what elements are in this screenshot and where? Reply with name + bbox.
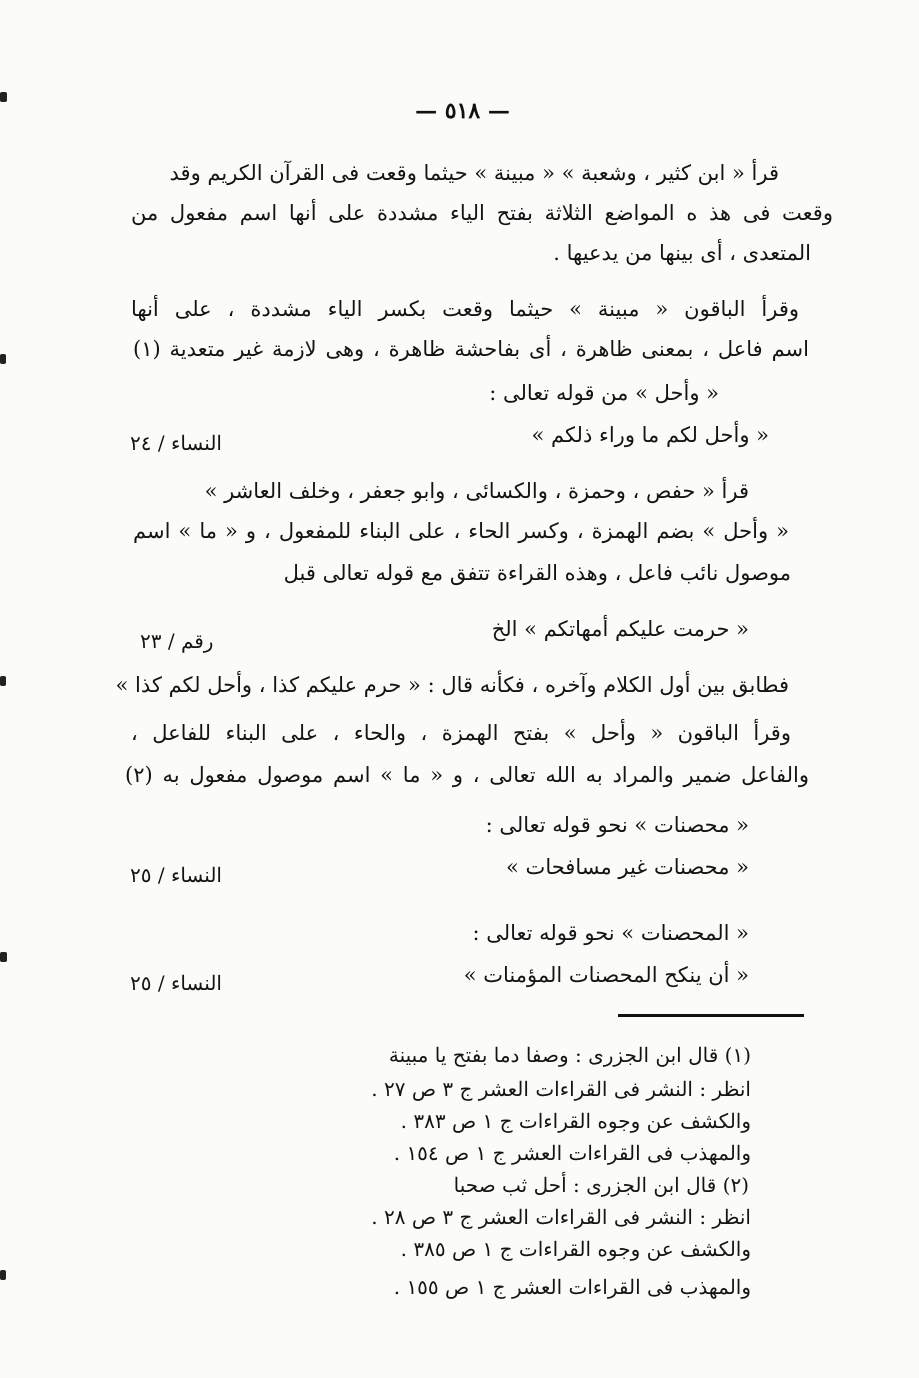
scan-mark xyxy=(0,676,6,686)
page-number: — ٥١٨ — xyxy=(415,98,510,124)
scan-mark xyxy=(0,92,7,102)
footnote-line: والكشف عن وجوه القراءات ج ١ ص ٣٨٣ . xyxy=(400,1109,751,1133)
text-line: قرأ « حفص ، وحمزة ، والكسائى ، وابو جعفر ، وخلف العاشر » xyxy=(204,479,749,503)
text-line: وقرأ الباقون « مبينة » حيثما وقعت بكسر الياء مشددة ، على أنها xyxy=(131,297,799,321)
text-line: « وأحل » بضم الهمزة ، وكسر الحاء ، على البناء للمفعول ، و « ما » اسم xyxy=(133,519,789,543)
text-line: « المحصنات » نحو قوله تعالى : xyxy=(472,921,749,945)
quran-quote: « محصنات غير مسافحات » xyxy=(506,855,749,879)
verse-reference: النساء / ٢٥ xyxy=(130,863,222,887)
footnote-line: انظر : النشر فى القراءات العشر ج ٣ ص ٢٨ . xyxy=(371,1205,751,1229)
footnote-line: والمهذب فى القراءات العشر ج ١ ص ١٥٥ . xyxy=(393,1275,751,1299)
footnote-line: والمهذب فى القراءات العشر ج ١ ص ١٥٤ . xyxy=(393,1141,751,1165)
text-line: والفاعل ضمير والمراد به الله تعالى ، و « ما » اسم موصول مفعول به (٢) xyxy=(125,763,809,787)
text-line: اسم فاعل ، بمعنى ظاهرة ، أى بفاحشة ظاهرة ، وهى لازمة غير متعدية (١) xyxy=(133,337,809,361)
quran-quote: « حرمت عليكم أمهاتكم » الخ xyxy=(491,617,749,641)
text-line: فطابق بين أول الكلام وآخره ، فكأنه قال : « حرم عليكم كذا ، وأحل لكم كذا » xyxy=(115,673,789,697)
scan-mark xyxy=(0,1270,6,1280)
scan-mark xyxy=(0,354,6,364)
verse-reference: النساء / ٢٤ xyxy=(130,431,222,455)
footnote-line: (٢) قال ابن الجزرى : أحل ثب صحبا xyxy=(453,1173,749,1197)
verse-reference: رقم / ٢٣ xyxy=(140,629,214,653)
verse-reference: النساء / ٢٥ xyxy=(130,971,222,995)
text-line: قرأ « ابن كثير ، وشعبة » « مبينة » حيثما وقعت فى القرآن الكريم وقد xyxy=(169,161,779,185)
footnote-line: والكشف عن وجوه القراءات ج ١ ص ٣٨٥ . xyxy=(400,1237,751,1261)
text-line: وقعت فى هذ ه المواضع الثلاثة بفتح الياء مشددة على أنها اسم مفعول من xyxy=(131,201,833,225)
text-line: المتعدى ، أى بينها من يدعيها . xyxy=(553,241,811,265)
quran-quote: « وأحل لكم ما وراء ذلكم » xyxy=(531,423,769,447)
scan-mark xyxy=(0,952,7,962)
footnote-line: انظر : النشر فى القراءات العشر ج ٣ ص ٢٧ . xyxy=(371,1077,751,1101)
footnote-separator xyxy=(618,1014,804,1017)
text-line: موصول نائب فاعل ، وهذه القراءة تتفق مع قوله تعالى قبل xyxy=(283,561,791,585)
text-line: وقرأ الباقون « وأحل » بفتح الهمزة ، والحاء ، على البناء للفاعل ، xyxy=(131,721,791,745)
text-line: « محصنات » نحو قوله تعالى : xyxy=(485,813,749,837)
text-line: « وأحل » من قوله تعالى : xyxy=(489,381,719,405)
footnote-line: (١) قال ابن الجزرى : وصفا دما بفتح يا مبينة xyxy=(388,1043,751,1067)
quran-quote: « أن ينكح المحصنات المؤمنات » xyxy=(463,963,749,987)
